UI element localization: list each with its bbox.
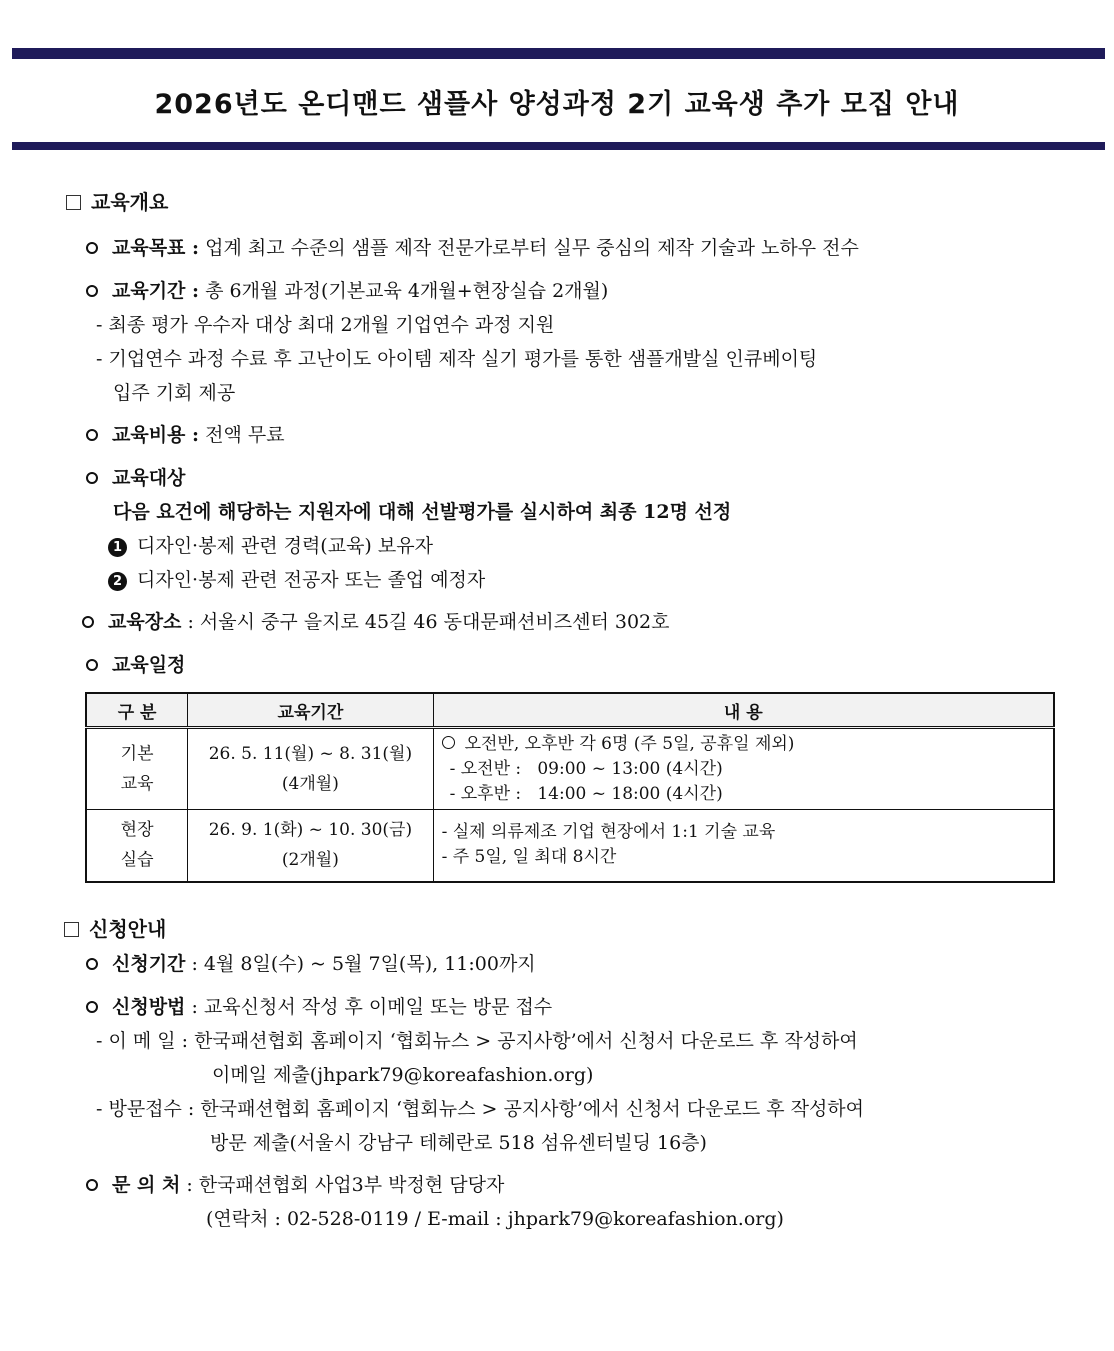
period-sub-1: - 최종 평가 우수자 대상 최대 2개월 기업연수 과정 지원 [96,314,555,336]
place-item [82,610,670,634]
period-sub-2-cont: 입주 기회 제공 [113,382,236,404]
contact-text: : 한국패션협회 사업3부 박정현 담당자 [186,1174,505,1196]
title-bottom-bar [12,142,1105,150]
document-title: 2026년도 온디맨드 샘플사 양성과정 2기 교육생 추가 모집 안내 [154,89,960,120]
target-description: 다음 요건에 해당하는 지원자에 대해 선발평가를 실시하여 최종 12명 선정 [113,501,732,523]
visit-submission: - 방문접수 : 한국패션협회 홈페이지 ‘협회뉴스 > 공지사항’에서 신청서 다운로드 후 작성하여 [96,1098,865,1120]
period-item [86,279,608,303]
row-content: - 실제 의류제조 기업 현장에서 1:1 기술 교육 - 주 5일, 일 최대 8시간 [433,810,1054,882]
circle-bullet-icon [86,659,98,671]
visit-submission-cont: 방문 제출(서울시 강남구 테헤란로 518 섬유센터빌딩 16층) [210,1132,707,1154]
email-submission-cont: 이메일 제출(jhpark79@koreafashion.org) [212,1064,594,1086]
goal-text: 업계 최고 수준의 샘플 제작 전문가로부터 실무 중심의 제작 기술과 노하우 전수 [205,237,859,259]
period-sub-2: - 기업연수 과정 수료 후 고난이도 아이템 제작 실기 평가를 통한 샘플개발실 인큐베이팅 [96,348,818,370]
circle-bullet-icon [86,1179,98,1191]
place-label: 교육장소 [108,611,182,633]
checkbox-square-icon [64,922,79,937]
number-1-icon: 1 [108,538,127,557]
checkbox-square-icon [66,195,81,210]
target-label: 교육대상 [112,467,186,489]
contact-item [86,1173,504,1197]
application-method-item [86,995,552,1019]
schedule-item [86,653,185,677]
table-row [86,728,1054,810]
schedule-label: 교육일정 [112,654,186,676]
application-period-text: : 4월 8일(수) ~ 5월 7일(목), 11:00까지 [191,953,536,975]
goal-label: 교육목표 : [112,237,200,259]
circle-bullet-icon [86,242,98,254]
number-2-icon: 2 [108,572,127,591]
section-application-heading: 신청안내 [64,917,166,941]
application-period-label: 신청기간 [112,953,186,975]
period-text: 총 6개월 과정(기본교육 4개월+현장실습 2개월) [205,280,609,302]
header-category: 구 분 [86,693,188,728]
row-content: 오전반, 오후반 각 6명 (주 5일, 공휴일 제외) - 오전반 : 09:00 ~ 13:00 (4시간) - 오후반 : 14:00 ~ 18:00 (4시간) [433,728,1054,810]
row-period: 26. 5. 11(월) ~ 8. 31(월) (4개월) [188,728,433,810]
circle-bullet-icon [86,429,98,441]
circle-bullet-icon [86,472,98,484]
circle-bullet-icon [86,285,98,297]
target-requirement-1: 1 디자인·봉제 관련 경력(교육) 보유자 [108,534,433,558]
contact-details: (연락처 : 02-528-0119 / E-mail : jhpark79@koreafashion.org) [206,1208,784,1230]
place-text: : 서울시 중구 을지로 45길 46 동대문패션비즈센터 302호 [187,611,670,633]
goal-item [86,236,859,260]
application-method-text: : 교육신청서 작성 후 이메일 또는 방문 접수 [191,996,553,1018]
circle-bullet-icon [82,616,94,628]
cost-text: 전액 무료 [205,424,285,446]
target-item [86,466,185,490]
target-requirement-2: 2 디자인·봉제 관련 전공자 또는 졸업 예정자 [108,568,485,592]
circle-bullet-icon [86,958,98,970]
contact-label: 문 의 처 [112,1174,181,1196]
period-label: 교육기간 : [112,280,200,302]
circle-outline-icon [442,736,455,749]
email-submission: - 이 메 일 : 한국패션협회 홈페이지 ‘협회뉴스 > 공지사항’에서 신청서 다운로드 후 작성하여 [96,1030,858,1052]
header-content: 내 용 [433,693,1054,728]
table-row [86,810,1054,882]
cost-item [86,423,285,447]
schedule-table [85,692,1055,883]
row-category: 현장 실습 [86,810,188,882]
row-category: 기본 교육 [86,728,188,810]
title-top-bar [12,48,1105,59]
circle-bullet-icon [86,1001,98,1013]
application-period-item [86,952,536,976]
application-method-label: 신청방법 [112,996,186,1018]
cost-label: 교육비용 : [112,424,200,446]
header-period: 교육기간 [188,693,433,728]
row-period: 26. 9. 1(화) ~ 10. 30(금) (2개월) [188,810,433,882]
table-header-row [86,693,1054,728]
section-overview-heading: 교육개요 [66,190,168,214]
